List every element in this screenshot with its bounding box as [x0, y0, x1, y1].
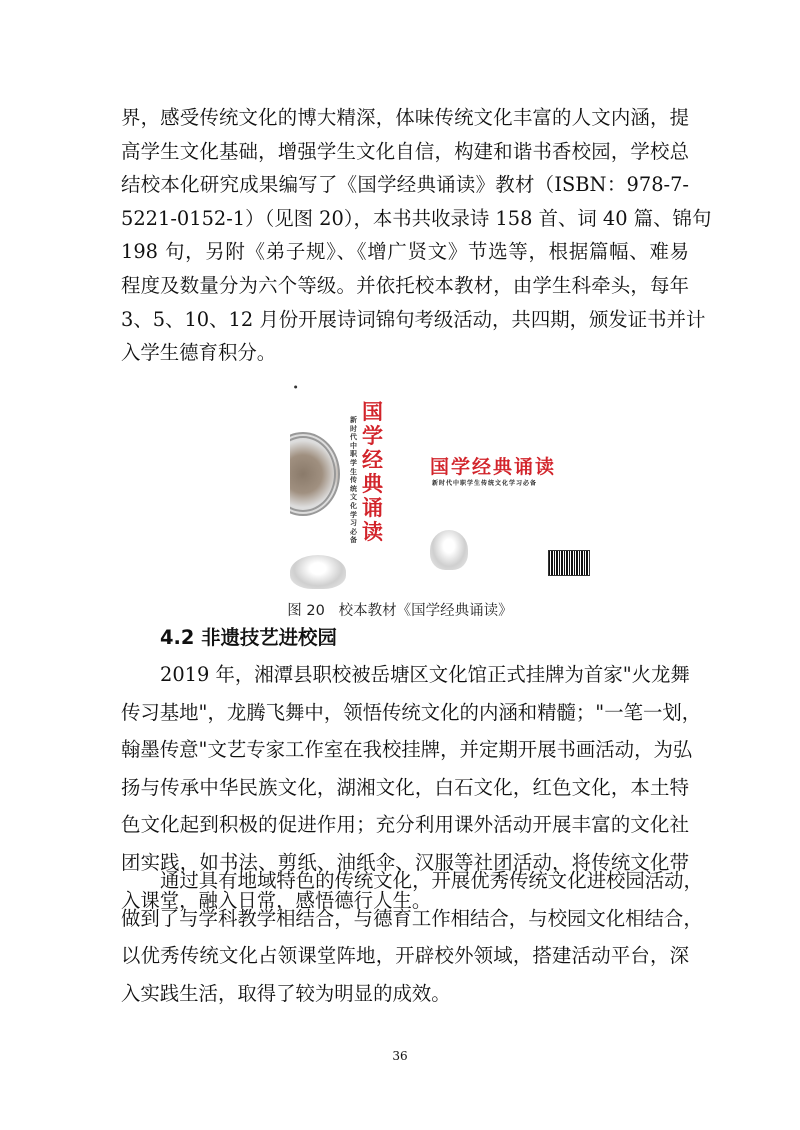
text-line: 团实践，如书法、剪纸、油纸伞、汉服等社团活动，将传统文化带 [121, 850, 689, 874]
text-line: 198 句，另附《弟子规》、《增广贤文》节选等，根据篇幅、难易 [121, 240, 689, 264]
text-line: 入学生德育积分。 [121, 341, 277, 365]
paragraph-results [121, 862, 703, 1012]
text-line: 结校本化研究成果编写了《国学经典诵读》教材（ISBN：978-7- [121, 173, 689, 197]
section-heading: 4.2 非遗技艺进校园 [160, 626, 337, 649]
text-line: 入课堂，融入日常，感悟德行人生。 [121, 888, 432, 912]
page-number: 36 [392, 1049, 408, 1063]
text-line: 以优秀传统文化占领课堂阵地，开辟校外领域，搭建活动平台，深 [121, 944, 689, 968]
text-line: 翰墨传意"文艺专家工作室在我校挂牌，并定期开展书画活动，为弘 [121, 738, 693, 762]
back-cover-subtitle: 新时代中职学生传统文化学习必备 [432, 480, 538, 487]
figure-caption: 图 20 校本教材《国学经典诵读》 [287, 603, 513, 619]
front-cover-title: 国学经典诵读 [362, 399, 383, 544]
text-line: 色文化起到积极的促进作用；充分利用课外活动开展丰富的文化社 [121, 813, 689, 837]
text-line: 高学生文化基础，增强学生文化自信，构建和谐书香校园，学校总 [121, 139, 689, 163]
text-line: 2019 年，湘潭县职校被岳塘区文化馆正式挂牌为首家"火龙舞 [160, 663, 690, 686]
front-cover-subtitle: 新时代中职学生传统文化学习必备 [350, 416, 357, 545]
front-cover-image [290, 380, 390, 592]
text-line: 5221-0152-1）（见图 20），本书共收录诗 158 首、词 40 篇、锦句 [121, 206, 712, 230]
back-cover-image [408, 380, 590, 592]
figure-textbook-covers [290, 380, 590, 594]
barcode-icon [548, 550, 590, 576]
back-cover-title: 国学经典诵读 [430, 456, 557, 478]
text-line: 做到了与学科教学相结合，与德育工作相结合，与校园文化相结合， [121, 906, 703, 930]
publisher-badge-icon: ● [294, 384, 298, 389]
lotus-illustration [430, 530, 468, 570]
text-line: 程度及数量分为六个等级。并依托校本教材，由学生科牵头，每年 [121, 273, 689, 297]
text-line: 扬与传承中华民族文化，湖湘文化，白石文化，红色文化，本土特 [121, 775, 689, 799]
text-line: 通过具有地域特色的传统文化，开展优秀传统文化进校园活动， [160, 869, 703, 892]
text-line: 3、5、10、12 月份开展诗词锦句考级活动，共四期，颁发证书并计 [121, 307, 706, 331]
text-line: 界，感受传统文化的博大精深，体味传统文化丰富的人文内涵，提 [121, 106, 689, 129]
text-line: 传习基地"，龙腾飞舞中，领悟传统文化的内涵和精髓；"一笔一划， [121, 700, 702, 724]
text-line: 入实践生活，取得了较为明显的成效。 [121, 981, 451, 1005]
paragraph-textbook [121, 101, 712, 370]
lotus-illustration [290, 555, 346, 589]
medallion-illustration [290, 432, 340, 516]
